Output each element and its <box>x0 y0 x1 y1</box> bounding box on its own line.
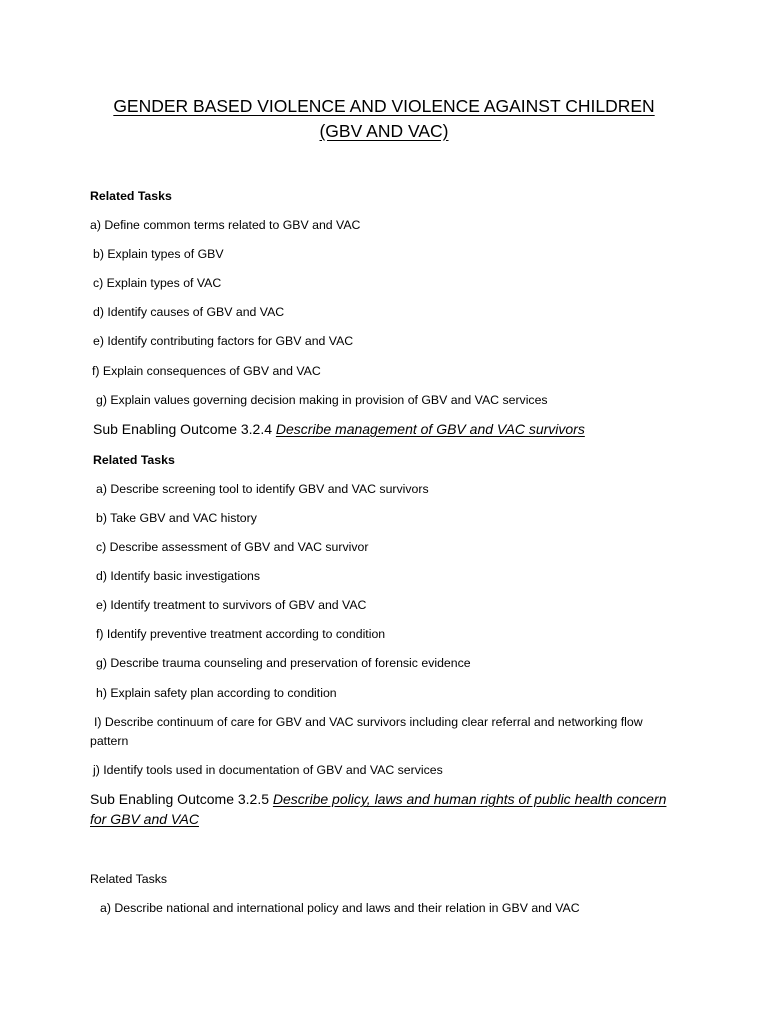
document-title: GENDER BASED VIOLENCE AND VIOLENCE AGAINST CHILDREN (GBV AND VAC) <box>113 96 655 141</box>
task-item: h) Explain safety plan according to condition <box>96 686 337 700</box>
task-item: b) Take GBV and VAC history <box>96 511 257 525</box>
task-item: a) Describe screening tool to identify GBV and VAC survivors <box>96 482 429 496</box>
outcome-description: Describe policy, laws and human rights of public health concern for GBV and VAC <box>90 791 667 827</box>
task-item: d) Identify basic investigations <box>96 569 261 583</box>
task-item: b) Explain types of GBV <box>93 247 224 261</box>
task-item: a) Define common terms related to GBV and VAC <box>90 218 361 232</box>
task-item: e) Identify treatment to survivors of GBV and VAC <box>96 598 367 612</box>
task-item: e) Identify contributing factors for GBV and VAC <box>93 334 354 348</box>
outcome-number: Sub Enabling Outcome 3.2.4 <box>93 421 273 437</box>
task-item: g) Explain values governing decision making in provision of GBV and VAC services <box>96 393 548 407</box>
task-item: I) Describe continuum of care for GBV and VAC survivors including clear referral and networking flow pattern <box>90 715 643 748</box>
task-item: d) Identify causes of GBV and VAC <box>93 305 285 319</box>
outcome-description: Describe management of GBV and VAC survivors <box>275 421 585 437</box>
related-tasks-label: Related Tasks <box>90 872 168 886</box>
task-item: j) Identify tools used in documentation of GBV and VAC services <box>93 763 443 777</box>
sub-enabling-outcome-heading <box>90 789 680 829</box>
task-item: g) Describe trauma counseling and preservation of forensic evidence <box>96 656 471 670</box>
task-item: f) Explain consequences of GBV and VAC <box>92 364 321 378</box>
sub-enabling-outcome-heading <box>93 419 585 439</box>
related-tasks-label: Related Tasks <box>90 189 172 203</box>
task-item: c) Explain types of VAC <box>93 276 222 290</box>
related-tasks-label: Related Tasks <box>93 453 175 467</box>
task-item: f) Identify preventive treatment according to condition <box>96 627 386 641</box>
outcome-number: Sub Enabling Outcome 3.2.5 <box>90 791 270 807</box>
task-item: c) Describe assessment of GBV and VAC survivor <box>96 540 369 554</box>
task-item: a) Describe national and international policy and laws and their relation in GBV and VAC <box>100 901 580 915</box>
